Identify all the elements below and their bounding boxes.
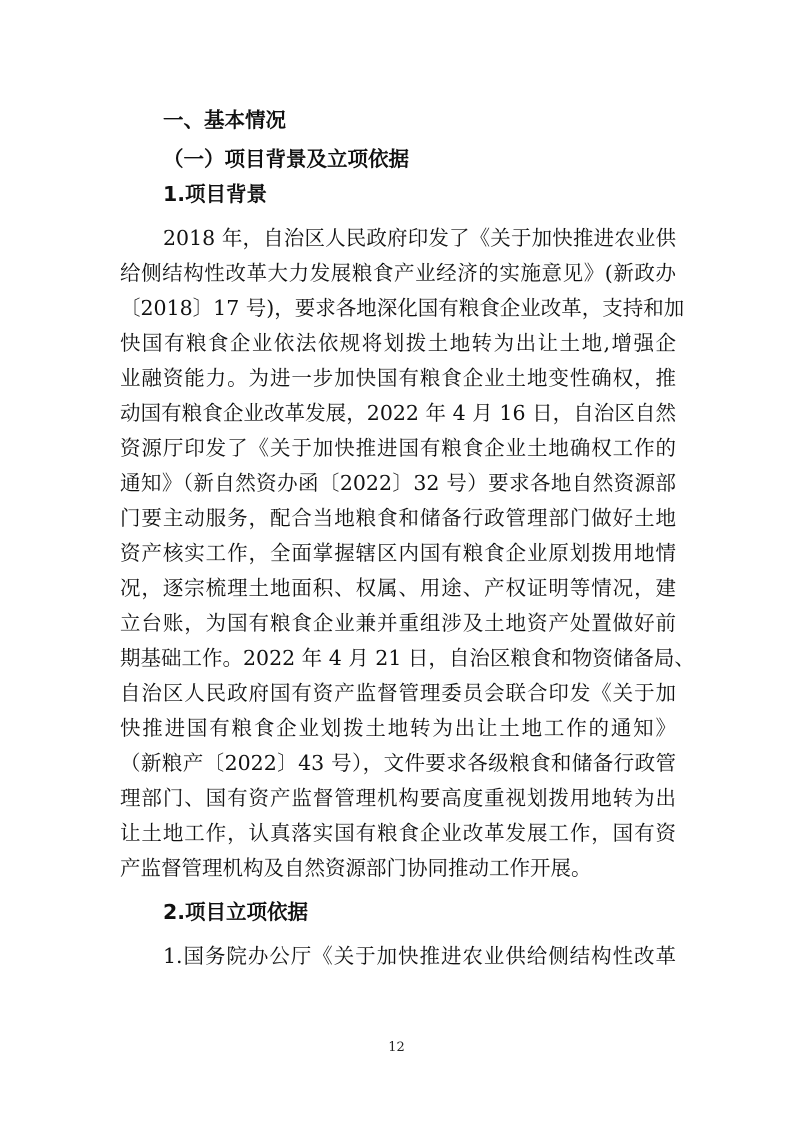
paragraph-line: 资产核实工作，全面掌握辖区内国有粮食企业原划拨用地情 [120,541,676,565]
paragraph-line: 业融资能力。为进一步加快国有粮食企业土地变性确权，推 [120,366,676,390]
paragraph-line: 快国有粮食企业依法依规将划拨土地转为出让土地,增强企 [120,331,676,355]
paragraph-line: 动国有粮食企业改革发展，2022 年 4 月 16 日，自治区自然 [120,401,676,425]
section-heading: 一、基本情况 [163,108,286,132]
paragraph-line: 自治区人民政府国有资产监督管理委员会联合印发《关于加 [120,681,676,705]
paragraph-line: 2018 年，自治区人民政府印发了《关于加快推进农业供 [163,226,676,250]
item-heading-background: 1.项目背景 [163,182,268,206]
paragraph-line: （新粮产〔2022〕43 号），文件要求各级粮食和储备行政管 [120,751,676,775]
page-number: 12 [388,1040,405,1055]
item-heading-basis: 2.项目立项依据 [163,900,309,924]
paragraph-line: 让土地工作，认真落实国有粮食企业改革发展工作，国有资 [120,821,676,845]
subsection-heading: （一）项目背景及立项依据 [163,147,409,171]
paragraph-line: 通知》（新自然资办函〔2022〕32 号）要求各地自然资源部 [120,471,676,495]
paragraph-line: 资源厅印发了《关于加快推进国有粮食企业土地确权工作的 [120,436,676,460]
paragraph-line: 〔2018〕17 号)，要求各地深化国有粮食企业改革，支持和加 [120,296,685,320]
paragraph-line: 期基础工作。2022 年 4 月 21 日，自治区粮食和物资储备局、 [120,646,695,670]
paragraph-line: 产监督管理机构及自然资源部门协同推动工作开展。 [120,856,592,880]
paragraph-line: 快推进国有粮食企业划拨土地转为出让土地工作的通知》 [120,716,676,740]
paragraph-line: 给侧结构性改革大力发展粮食产业经济的实施意见》(新政办 [120,261,676,285]
paragraph-line: 况，逐宗梳理土地面积、权属、用途、产权证明等情况，建 [120,576,676,600]
paragraph-line: 立台账，为国有粮食企业兼并重组涉及土地资产处置做好前 [120,611,676,635]
paragraph-line: 门要主动服务，配合当地粮食和储备行政管理部门做好土地 [120,506,676,530]
paragraph-line: 理部门、国有资产监督管理机构要高度重视划拨用地转为出 [120,786,676,810]
paragraph-line: 1.国务院办公厅《关于加快推进农业供给侧结构性改革 [163,944,676,968]
